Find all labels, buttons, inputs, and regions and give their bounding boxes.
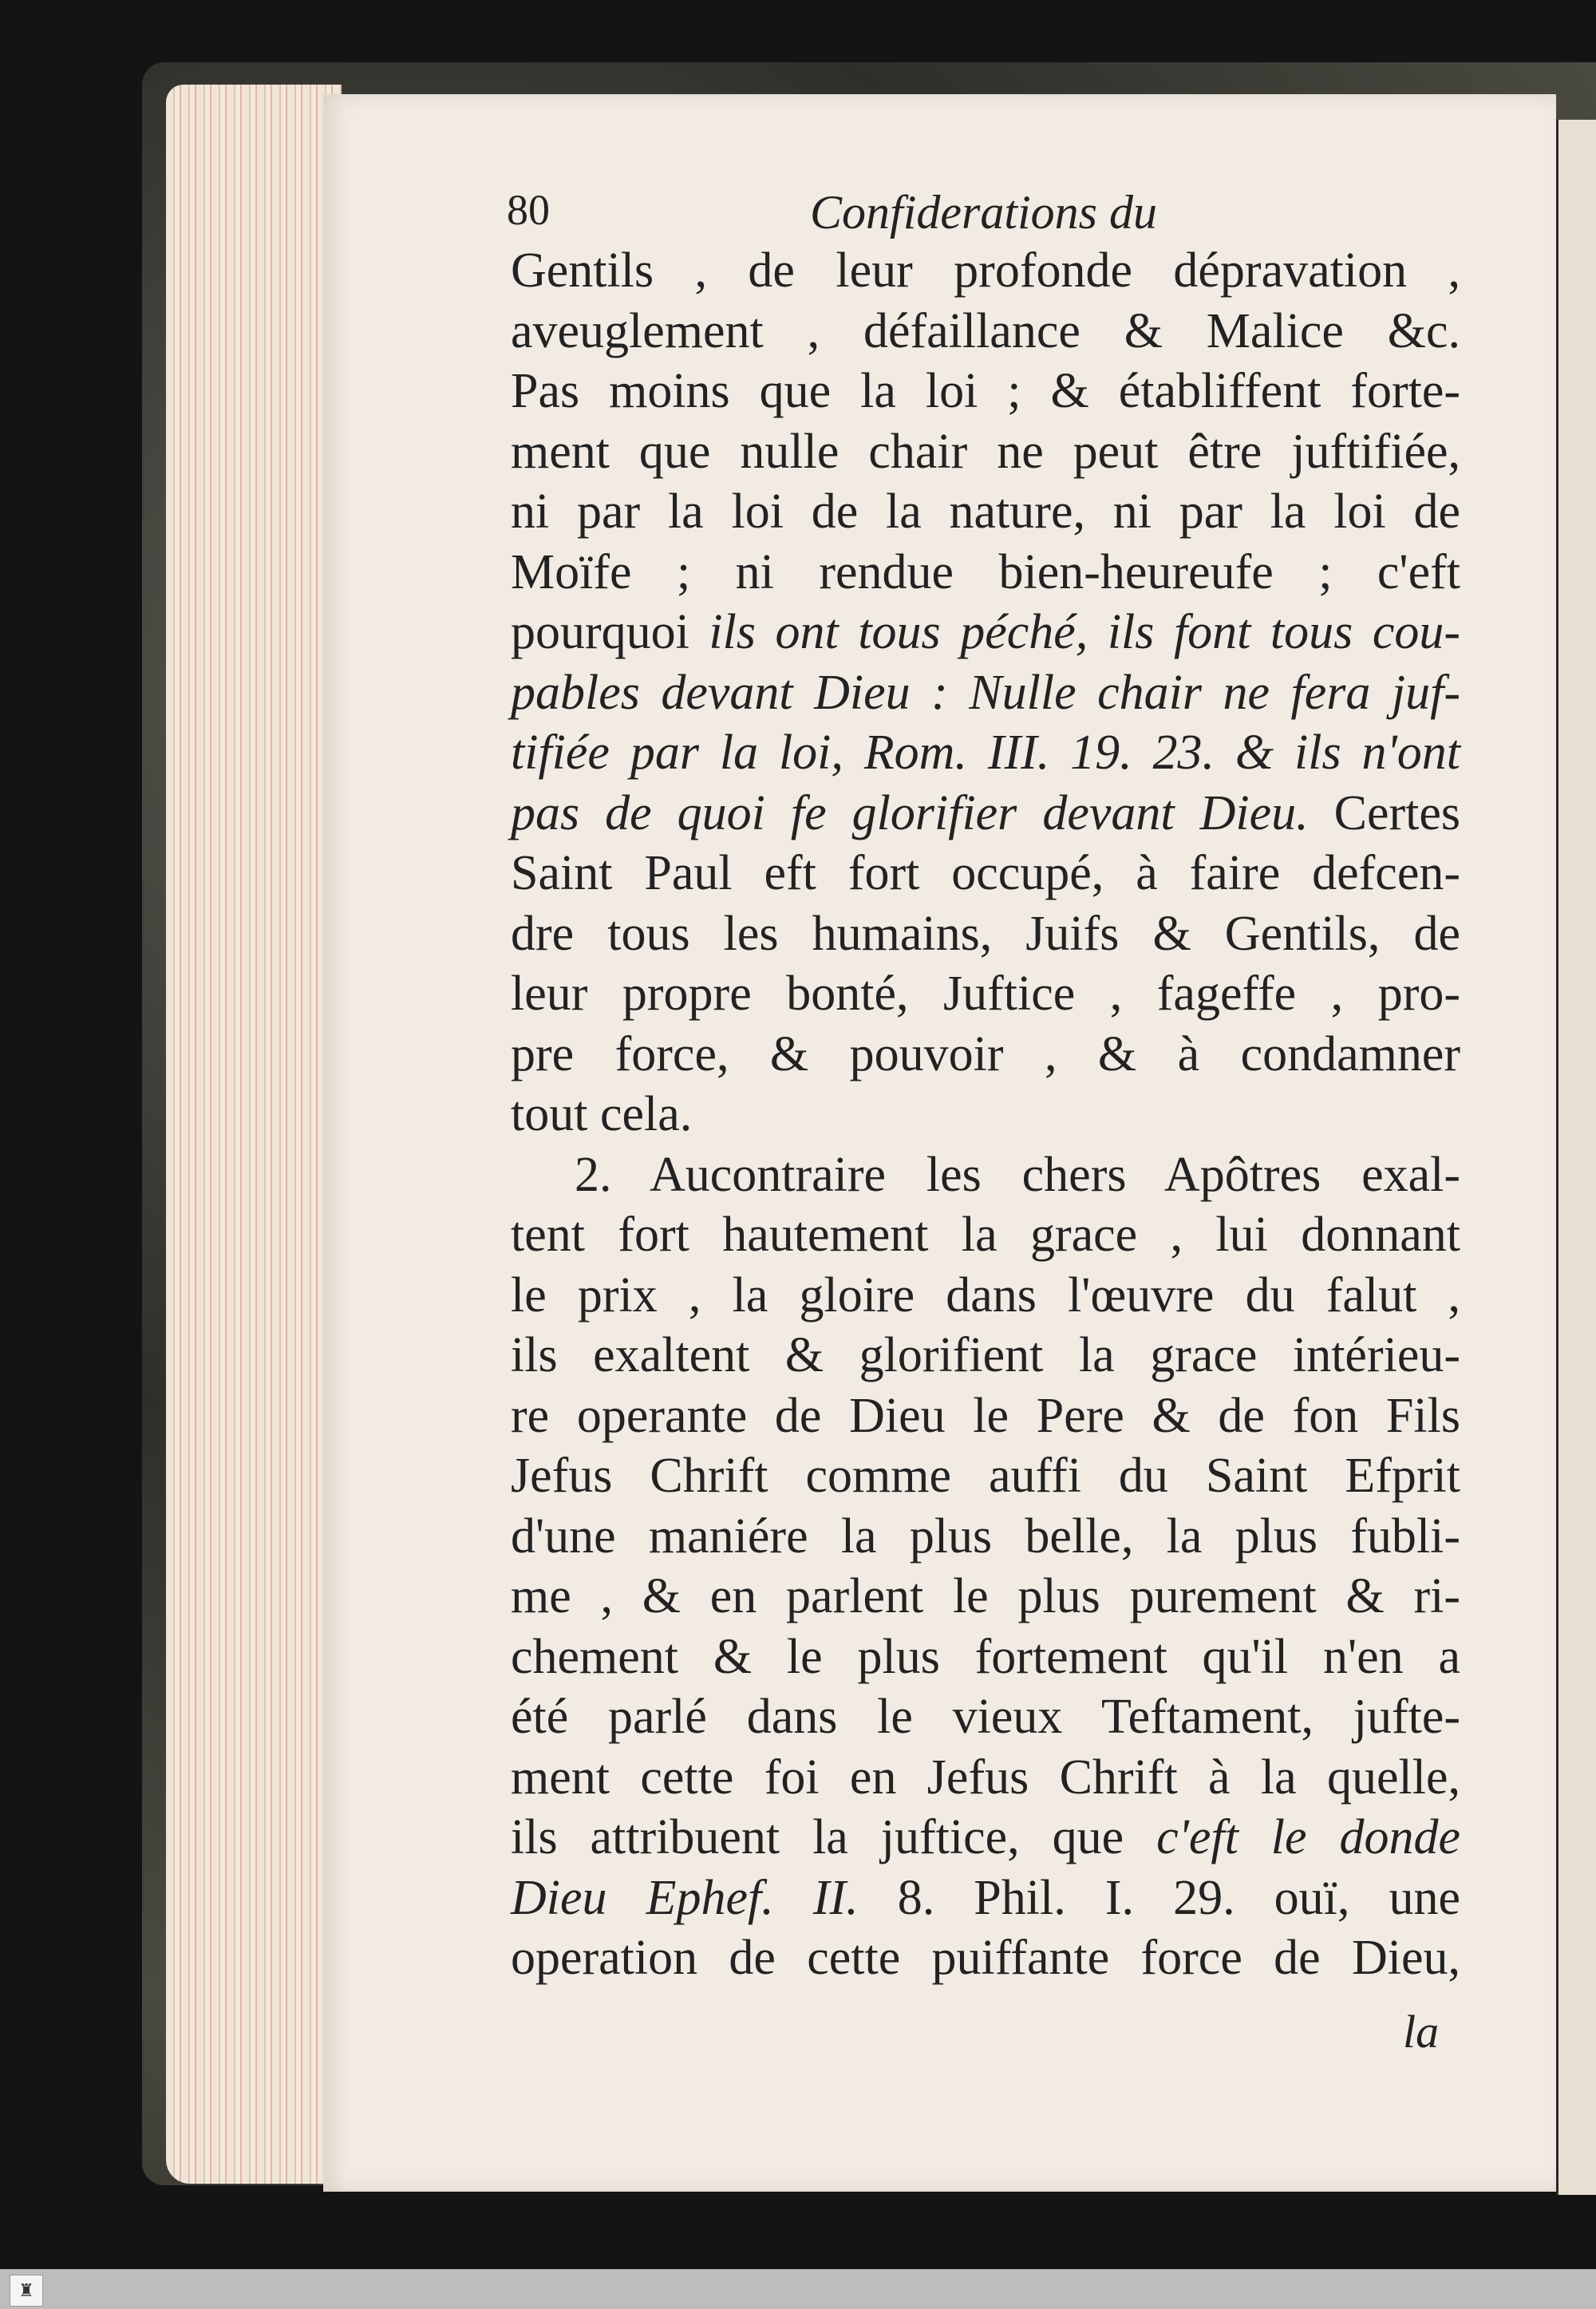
text-line: Pas moins que la loi ; & établiffent forte- [511,364,1460,418]
text-line: tout cela. [511,1087,693,1141]
text-line: Moïfe ; ni rendue bien-heureufe ; c'eft [511,544,1460,599]
text-line: me , & en parlent le plus purement & ri- [511,1569,1460,1623]
text-line [511,784,1460,844]
text-line: Saint Paul eft fort occupé, à faire defcen- [511,846,1460,900]
text-line: ment cette foi en Jefus Chrift à la quelle, [511,1750,1460,1805]
text-line: ni par la loi de la nature, ni par la loi de [511,484,1460,539]
text-line: ils exaltent & glorifient la grace intérieu- [511,1328,1460,1382]
text-span: 8. Phil. I. 29. ouï, une [858,1870,1460,1925]
text-span: pourquoi [511,605,709,659]
library-logo-icon: ♜ [10,2275,43,2307]
text-line: pables devant Dieu : Nulle chair ne fera juf- [511,665,1460,720]
italic-span: pas de quoi fe glorifier devant Dieu. [511,785,1309,840]
text-span: Certes [1308,785,1461,840]
text-line: le prix , la gloire dans l'œuvre du falut , [511,1267,1460,1323]
text-line: aveuglement , défaillance & Malice &c. [511,303,1460,358]
text-line: leur propre bonté, Juftice , fageffe , pro- [511,967,1460,1021]
viewer-bottom-bar [0,2269,1596,2309]
text-line: d'une maniére la plus belle, la plus fubli- [511,1508,1460,1564]
text-line: été parlé dans le vieux Teftament, jufte- [511,1690,1460,1744]
text-line: tifiée par la loi, Rom. III. 19. 23. & ils n'ont [511,726,1460,780]
catchword: la [1403,2006,1440,2058]
text-line: chement & le plus fortement qu'il n'en a [511,1629,1460,1684]
running-title: Confiderations du [810,186,1158,239]
italic-span: c'eft le donde [1156,1810,1460,1864]
text-line: tent fort hautement la grace , lui donnant [511,1208,1460,1262]
italic-span: Dieu Ephef. II. [511,1870,859,1925]
text-line: 2. Aucontraire les chers Apôtres exal- [575,1147,1460,1202]
text-span: ils attribuent la juftice, que [511,1810,1157,1864]
page-number: 80 [507,186,550,234]
text-line: Gentils , de leur profonde dépravation , [511,243,1460,298]
text-line [511,1808,1460,1868]
text-line [511,603,1460,663]
text-line: Jefus Chrift comme auffi du Saint Efprit [511,1449,1460,1503]
body-text [511,241,1460,1989]
text-line: pre force, & pouvoir , & à condamner [511,1026,1460,1081]
text-line [511,1868,1460,1929]
text-line: dre tous les humains, Juifs & Gentils, de [511,906,1460,961]
text-line: ment que nulle chair ne peut être juftifiée, [511,424,1460,479]
text-line: re operante de Dieu le Pere & de fon Fils [511,1388,1460,1443]
facing-page-edge [1556,120,1596,2195]
text-line: operation de cette puiffante force de Dieu, [511,1931,1460,1985]
italic-span: ils ont tous péché, ils font tous cou- [709,605,1460,659]
page-edges [166,85,342,2184]
